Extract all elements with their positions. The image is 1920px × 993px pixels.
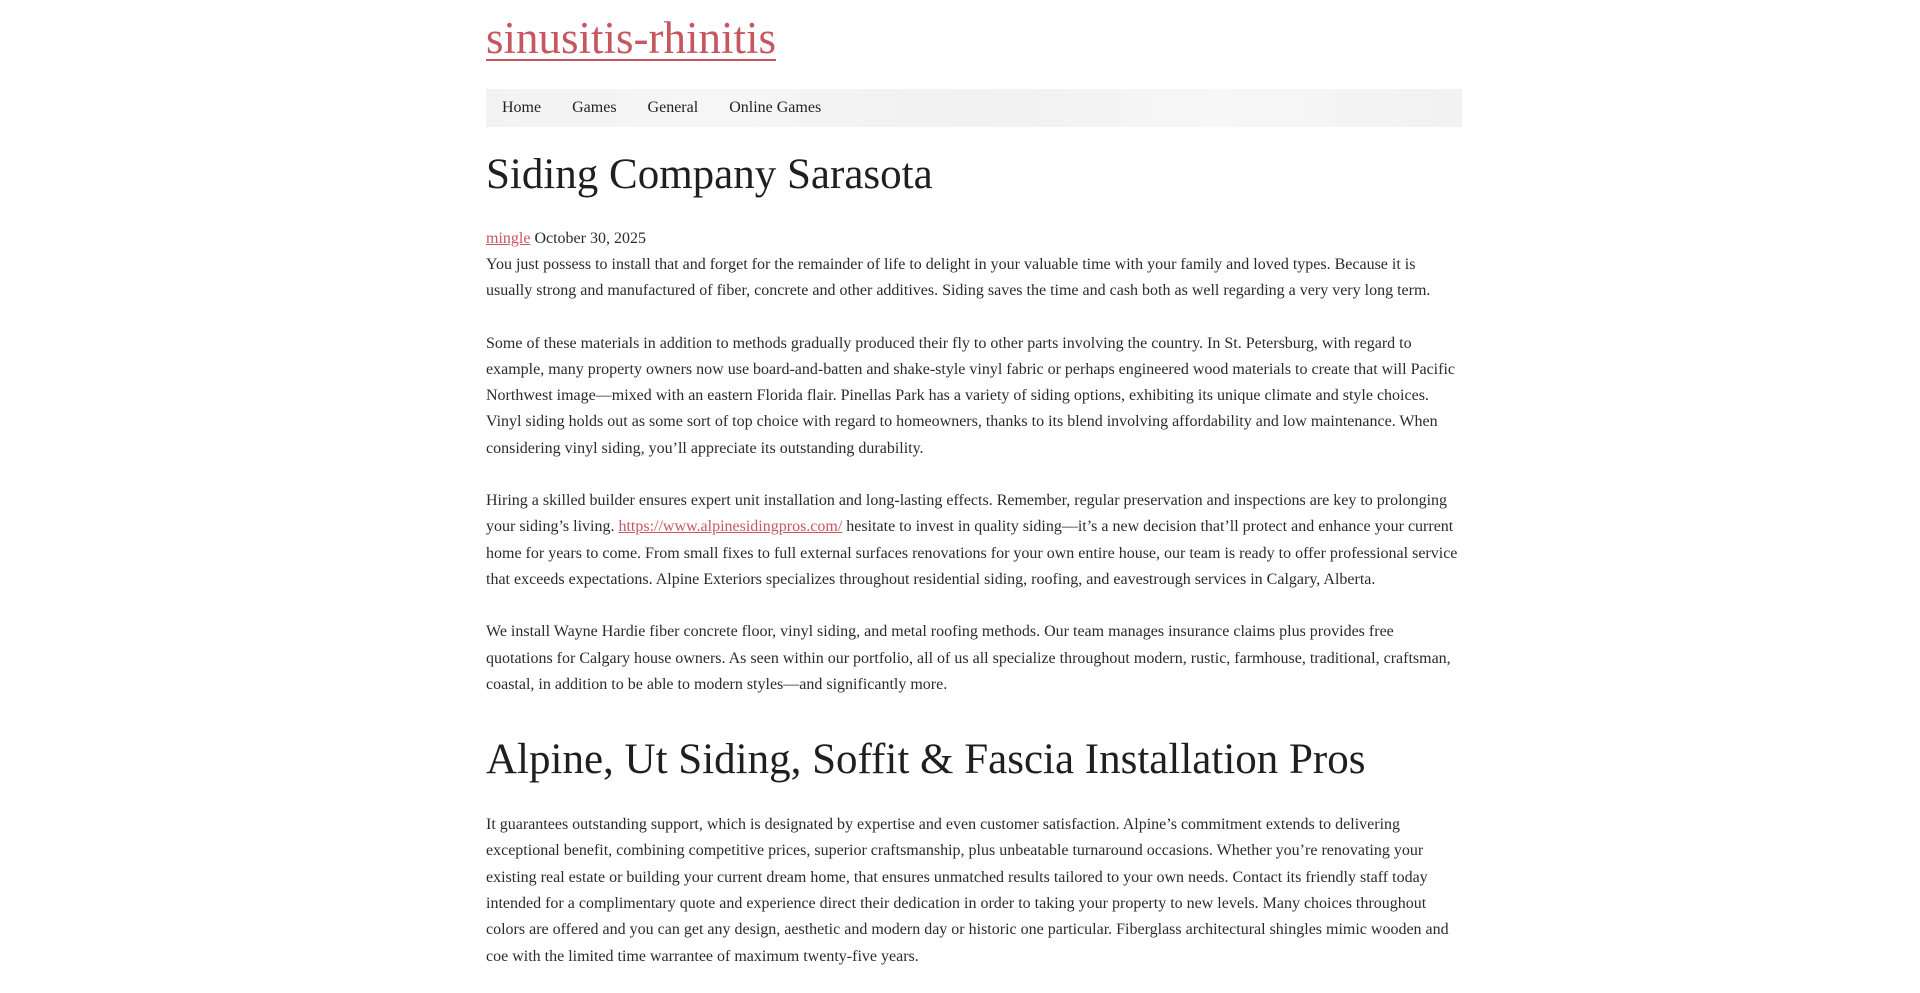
post-title: Siding Company Sarasota <box>486 151 933 198</box>
main-navigation <box>486 89 1462 127</box>
post-date: October 30, 2025 <box>534 230 646 247</box>
nav-item-home[interactable]: Home <box>502 99 542 116</box>
post-content <box>486 252 1462 970</box>
post-paragraph-1: You just possess to install that and forget for the remainder of life to delight in your valuable time with your family and loved types. Because it is usually strong and manufactured of fiber, concrete and other additives. Siding saves the time and cash both as well regarding a very very long term. <box>486 256 1431 300</box>
post-paragraph-2: Some of these materials in addition to methods gradually produced their fly to other parts involving the country. In St. Petersburg, with regard to example, many property owners now use board-and-batten and shake-style vinyl fabric or perhaps engineered wood materials to create that will Pacific Northwest image—mixed with an eastern Florida flair. Pinellas Park has a variety of siding options, exhibiting its unique climate and style choices. Vinyl siding holds out as some sort of top choice with regard to homeowners, thanks to its blend involving affordability and low maintenance. When considering vinyl siding, you’ll appreciate its outstanding durability. <box>486 334 1455 457</box>
post-author-link[interactable]: mingle <box>486 230 531 247</box>
post-paragraph-3 <box>486 488 1462 593</box>
nav-item-games[interactable]: Games <box>572 99 617 116</box>
alpine-siding-link[interactable]: https://www.alpinesidingpros.com/ <box>618 518 843 536</box>
post-paragraph-3-text-after: hesitate to invest in quality siding—it’s a new decision that’ll protect and enhance your current home for years to come. From small fixes to full external surfaces renovations for your own entire house, our team is ready to offer professional service that exceeds expectations. Alpine Exteriors specializes throughout residential siding, roofing, and eavestrough services in Calgary, Alberta. <box>486 518 1458 588</box>
section-paragraph-1: It guarantees outstanding support, which is designated by expertise and even customer satisfaction. Alpine’s commitment extends to delivering exceptional benefit, combining competitive prices, superior craftsmanship, plus unbeatable turnaround occasions. Whether you’re renovating your existing real estate or building your current dream home, that ensures unmatched results tailored to your own needs. Contact its friendly staff today intended for a complimentary quote and experience direct their dedication in order to taking your property to new levels. Many choices throughout colors are offered and you can get any design, aesthetic and modern day or historic one particular. Fiberglass architectural shingles mimic wooden and coe with the limited time warrantee of maximum twenty-five years. <box>486 816 1449 965</box>
page-container <box>486 0 1462 970</box>
nav-item-online-games[interactable]: Online Games <box>729 99 822 116</box>
site-title-link[interactable]: sinusitis-rhinitis <box>486 13 777 63</box>
post-paragraph-3-text-before: Hiring a skilled builder ensures expert unit installation and long-lasting effects. Remember, regular preservation and inspections are key to prolonging your siding’s living. <box>486 492 1448 536</box>
post-paragraph-4: We install Wayne Hardie fiber concrete floor, vinyl siding, and metal roofing methods. Our team manages insurance claims plus provides free quotations for Calgary house owners. As seen within our portfolio, all of us all specialize throughout modern, rustic, farmhouse, traditional, craftsman, coastal, in addition to be able to modern styles—and significantly more. <box>486 623 1451 693</box>
nav-item-general[interactable]: General <box>647 99 699 116</box>
section-heading: Alpine, Ut Siding, Soffit & Fascia Installation Pros <box>486 736 1366 784</box>
post-meta <box>486 226 1462 252</box>
